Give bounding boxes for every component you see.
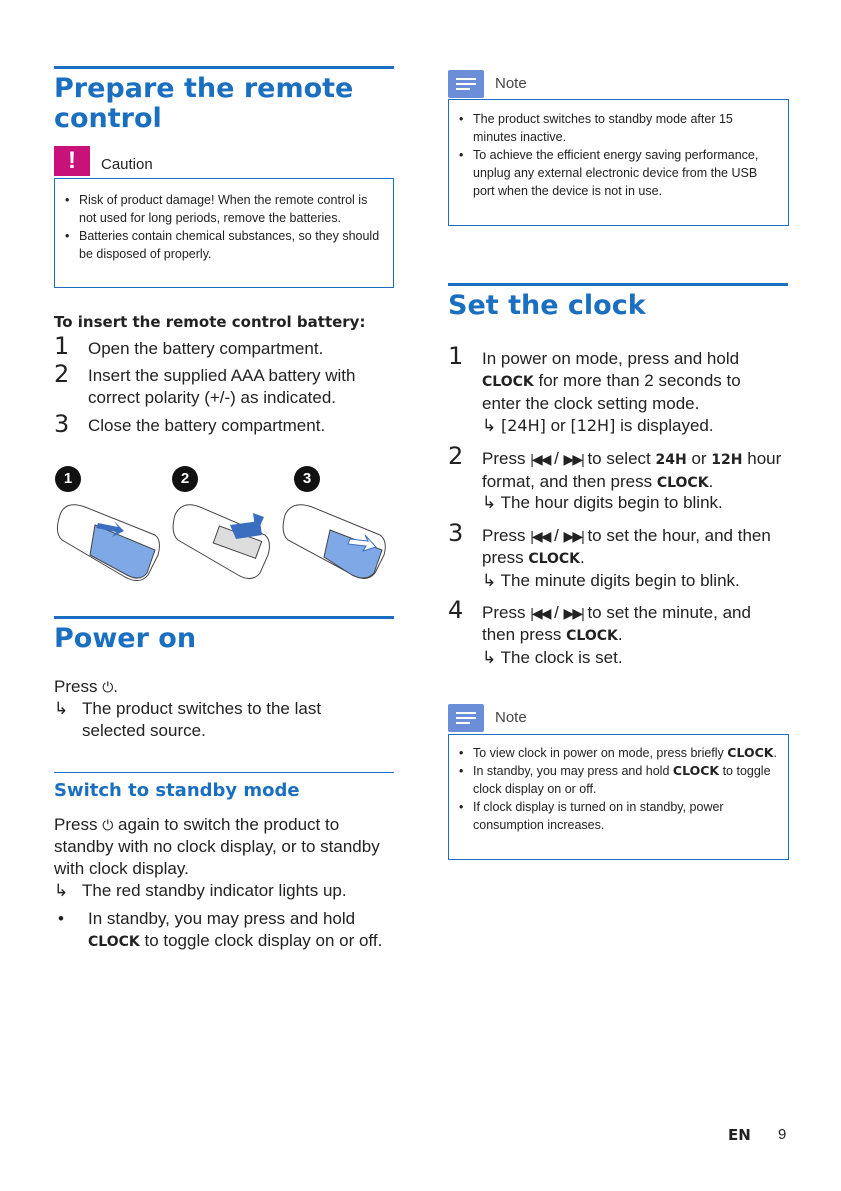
figure-label-3: 3 xyxy=(294,466,320,492)
figure-label-1: 1 xyxy=(55,466,81,492)
result-arrow-icon: ↳ xyxy=(482,493,497,512)
clock-step-1: In power on mode, press and hold CLOCK for more than 2 seconds to enter the clock setting mode. xyxy=(482,349,741,413)
step-number: 2 xyxy=(448,442,464,470)
step-number: 3 xyxy=(54,410,70,438)
remote-battery-illustration xyxy=(50,495,400,590)
result-arrow-icon: ↳ xyxy=(482,571,497,590)
caution-item: • Batteries contain chemical substances, so they should be disposed of properly. xyxy=(61,227,385,263)
standby-title: Switch to standby mode xyxy=(54,780,300,801)
note1-label: Note xyxy=(495,75,527,92)
insert-step-text: Insert the supplied AAA battery with correct polarity (+/-) as indicated. xyxy=(88,366,356,407)
power-result: ↳ The product switches to the last selected source. xyxy=(54,699,322,740)
note2-label: Note xyxy=(495,709,527,726)
note-icon xyxy=(448,704,484,732)
standby-result: ↳ The red standby indicator lights up. xyxy=(54,881,347,900)
clock-key: CLOCK xyxy=(656,475,709,491)
clock-key: CLOCK xyxy=(727,745,774,760)
step-number: 4 xyxy=(448,596,464,624)
result-arrow-icon: ↳ xyxy=(482,648,497,667)
step-number: 1 xyxy=(448,342,464,370)
insert-step-text: Close the battery compartment. xyxy=(88,416,326,435)
power-instruction: Press ⏻. xyxy=(54,677,119,696)
note-item: • The product switches to standby mode after 15 minutes inactive. xyxy=(455,110,780,146)
clock-step-4: Press |◀◀ / ▶▶| to set the minute, and then press CLOCK. xyxy=(482,603,751,644)
footer-language: EN xyxy=(728,1126,751,1144)
insert-step-text: Open the battery compartment. xyxy=(88,339,324,358)
standby-bullet: • In standby, you may press and hold CLOCK to toggle clock display on or off. xyxy=(58,909,383,950)
next-icon: ▶▶| xyxy=(563,528,583,544)
figure-label-2: 2 xyxy=(172,466,198,492)
caution-box xyxy=(54,178,394,288)
clock-title: Set the clock xyxy=(448,290,646,321)
note2-box xyxy=(448,734,789,860)
previous-icon: |◀◀ xyxy=(530,605,550,621)
clock-key: CLOCK xyxy=(566,628,618,644)
note1-box xyxy=(448,99,789,226)
clock-step-2: Press |◀◀ / ▶▶| to select 24H or 12H hour format, and then press CLOCK. xyxy=(482,449,782,491)
power-icon: ⏻ xyxy=(102,817,114,833)
result-arrow-icon: ↳ xyxy=(54,881,69,900)
step-number: 2 xyxy=(54,360,70,388)
previous-icon: |◀◀ xyxy=(530,528,550,544)
remote-1-illustration xyxy=(57,505,159,581)
previous-icon: |◀◀ xyxy=(530,451,550,467)
clock-step-1-result: ↳ [24H] or [12H] is displayed. xyxy=(482,416,714,435)
clock-step-2-result: ↳ The hour digits begin to blink. xyxy=(482,493,723,512)
clock-step-4-result: ↳ The clock is set. xyxy=(482,648,623,667)
next-icon: ▶▶| xyxy=(563,605,583,621)
prepare-title: Prepare the remote control xyxy=(54,73,354,134)
next-icon: ▶▶| xyxy=(563,451,583,467)
clock-key: CLOCK xyxy=(528,551,581,567)
clock-key: CLOCK xyxy=(672,763,720,778)
caution-icon: ! xyxy=(54,146,90,176)
clock-step-3-result: ↳ The minute digits begin to blink. xyxy=(482,571,740,590)
step-number: 3 xyxy=(448,519,464,547)
clock-key: CLOCK xyxy=(482,374,534,390)
standby-instruction: Press ⏻ again to switch the product to standby with no clock display, or to standby with clock display. xyxy=(54,815,380,878)
note-item: • In standby, you may press and hold CLOCK to toggle clock display on or off. xyxy=(455,762,780,798)
remote-2-illustration xyxy=(173,505,269,579)
remote-3-illustration xyxy=(283,505,385,579)
result-arrow-icon: ↳ xyxy=(54,699,69,718)
caution-item: • Risk of product damage! When the remote control is not used for long periods, remove the batteries. xyxy=(61,191,385,227)
clock-step-3: Press |◀◀ / ▶▶| to set the hour, and then press CLOCK. xyxy=(482,526,771,567)
note-item: • If clock display is turned on in standby, power consumption increases. xyxy=(455,798,780,834)
power-icon: ⏻ xyxy=(102,679,114,695)
note-item: • To achieve the efficient energy saving performance, unplug any external electronic device from the USB port when the device is not in use. xyxy=(455,146,780,200)
page-number: 9 xyxy=(778,1126,787,1143)
clock-key: CLOCK xyxy=(88,934,140,950)
note-icon xyxy=(448,70,484,98)
caution-label: Caution xyxy=(101,156,153,173)
step-number: 1 xyxy=(54,332,70,360)
power-title: Power on xyxy=(54,623,197,654)
result-arrow-icon: ↳ xyxy=(482,416,497,435)
note-item: • To view clock in power on mode, press briefly CLOCK. xyxy=(455,744,780,762)
insert-heading: To insert the remote control battery: xyxy=(54,313,366,331)
